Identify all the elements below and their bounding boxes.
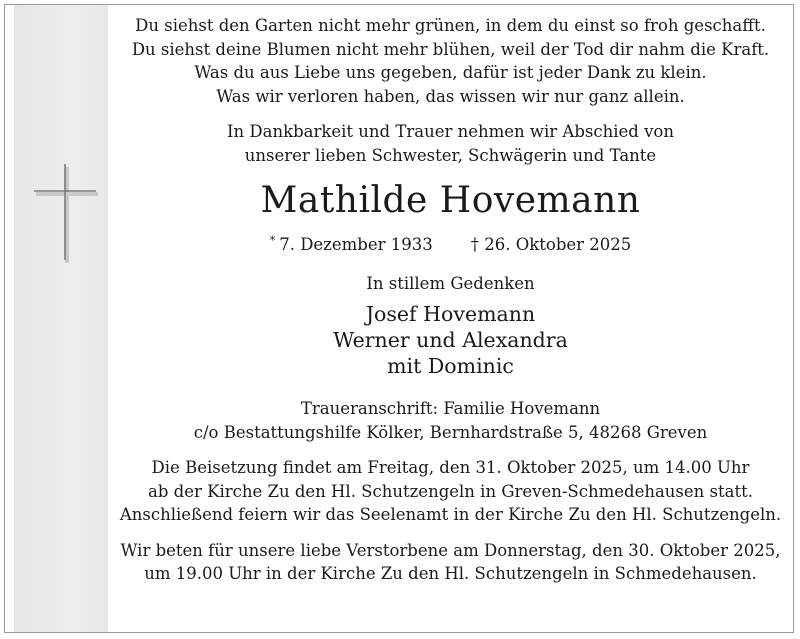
verse-line: Was wir verloren haben, das wissen wir nur ganz allein. xyxy=(216,86,685,106)
verse-line: Du siehst den Garten nicht mehr grünen, in dem du einst so froh geschafft. xyxy=(135,16,766,35)
intro-block xyxy=(108,120,793,167)
birth-date: * 7. Dezember 1933 xyxy=(270,229,433,256)
address-block xyxy=(108,397,793,444)
verse-line: Du siehst deine Blumen nicht mehr blühen, weil der Tod dir nahm die Kraft. xyxy=(131,39,770,59)
family-member: mit Dominic xyxy=(387,354,514,378)
cross-icon xyxy=(30,160,100,270)
burial-line: Die Beisetzung findet am Freitag, den 31. Oktober 2025, um 14.00 Uhr xyxy=(151,458,750,477)
memory-line: In stillem Gedenken xyxy=(366,274,535,293)
notice-content xyxy=(108,14,793,586)
prayer-block xyxy=(108,539,793,586)
deceased-name: Mathilde Hovemann xyxy=(260,180,641,221)
burial-block xyxy=(108,456,793,527)
prayer-line: um 19.00 Uhr in der Kirche Zu den Hl. Schutzengeln in Schmedehausen. xyxy=(144,564,757,583)
address-line: c/o Bestattungshilfe Kölker, Bernhardstraße 5, 48268 Greven xyxy=(193,422,708,442)
intro-line: unserer lieben Schwester, Schwägerin und Tante xyxy=(244,145,657,165)
family-block xyxy=(108,301,793,379)
family-member: Josef Hovemann xyxy=(365,302,536,326)
death-symbol: † xyxy=(470,235,479,254)
birth-symbol: * xyxy=(269,234,276,247)
side-strip xyxy=(14,5,108,632)
death-date: † 26. Oktober 2025 xyxy=(470,235,632,254)
burial-line: Anschließend feiern wir das Seelenamt in der Kirche Zu den Hl. Schutzengeln. xyxy=(119,505,782,524)
life-dates xyxy=(108,229,793,256)
burial-line: ab der Kirche Zu den Hl. Schutzengeln in Greven-Schmedehausen statt. xyxy=(148,481,753,501)
address-line: Traueranschrift: Familie Hovemann xyxy=(300,399,601,418)
verse-line: Was du aus Liebe uns gegeben, dafür ist jeder Dank zu klein. xyxy=(194,63,707,82)
family-member: Werner und Alexandra xyxy=(333,328,568,352)
prayer-line: Wir beten für unsere liebe Verstorbene am Donnerstag, den 30. Oktober 2025, xyxy=(120,540,781,560)
verse-block xyxy=(108,14,793,108)
intro-line: In Dankbarkeit und Trauer nehmen wir Abschied von xyxy=(227,122,674,141)
